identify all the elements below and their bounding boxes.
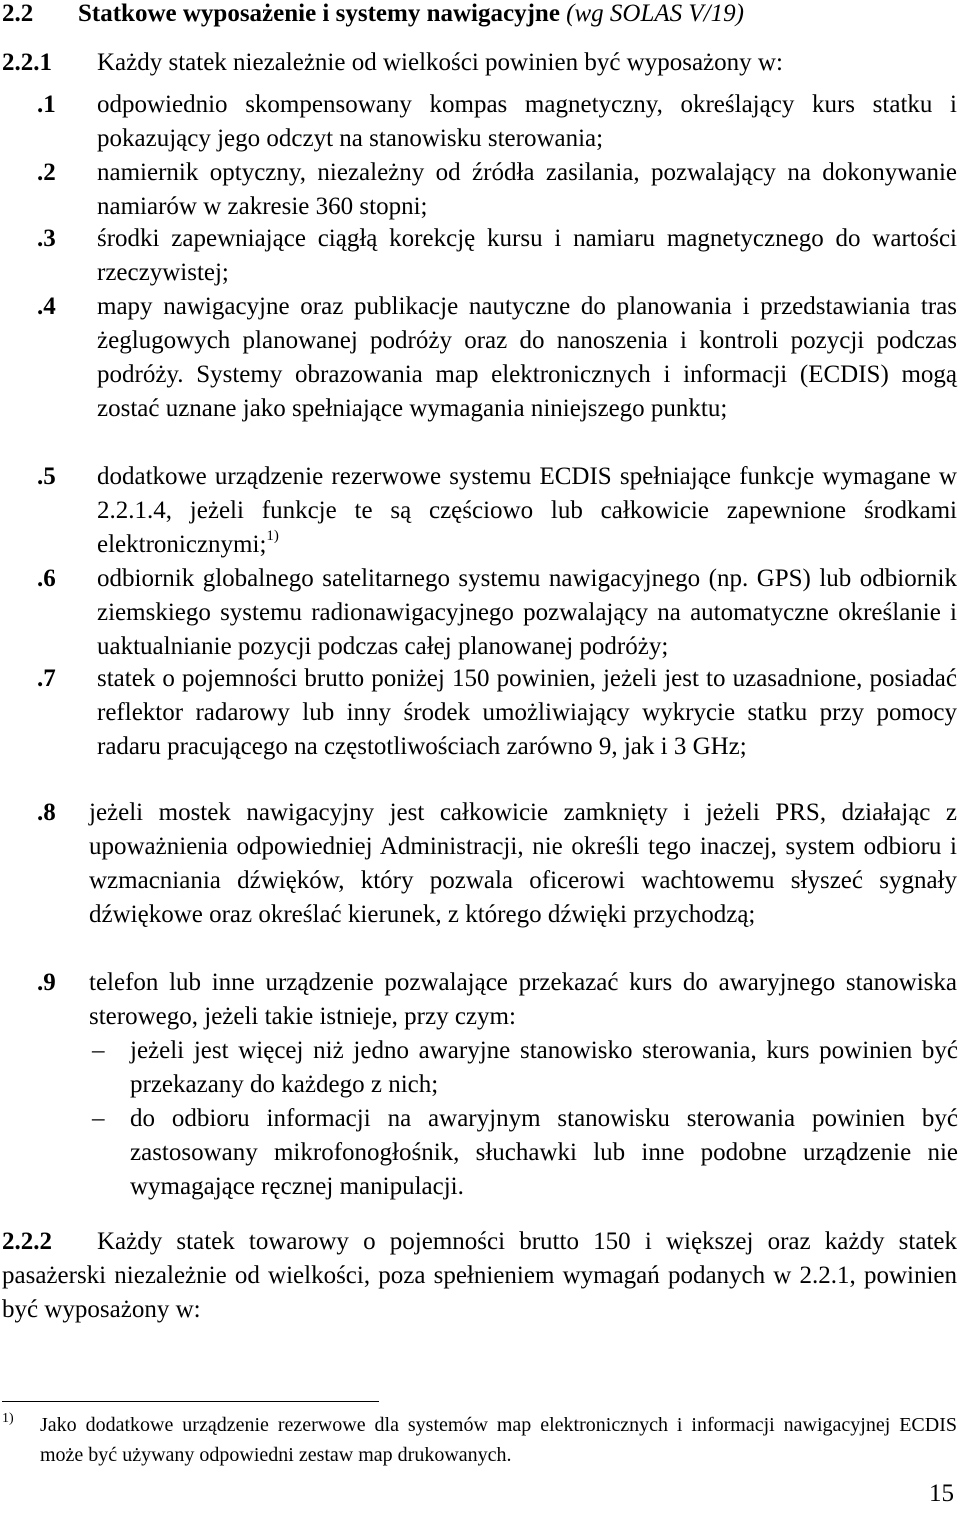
list-item-text: statek o pojemności brutto poniżej 150 powinien, jeżeli jest to uzasadnione, posiadać reflektor radarowy lub inny środek umożliwiający wykrycie statku przy pomocy radaru pracującego na częstotliwościach zarówno 9, jak i 3 GHz; [97, 665, 957, 760]
dash-list-item-text: do odbioru informacji na awaryjnym stanowisku sterowania powinien być zastosowany mikrofonogłośnik, słuchawki lub inne podobne urządzenie nie wymagające ręcznej manipulacji. [130, 1105, 958, 1200]
subsection-221-intro [2, 46, 952, 80]
list-item-text: środki zapewniające ciągłą korekcję kursu i namiaru magnetycznego do wartości rzeczywistej; [97, 225, 957, 286]
list-item [37, 796, 957, 932]
list-item-text: odpowiednio skompensowany kompas magnetyczny, określający kurs statku i pokazujący jego odczyt na stanowisku sterowania; [97, 91, 957, 152]
subsection-221-text: Każdy statek niezależnie od wielkości powinien być wyposażony w: [97, 49, 783, 76]
list-item-text: jeżeli mostek nawigacyjny jest całkowicie zamknięty i jeżeli PRS, działając z upoważnienia odpowiedniej Administracji, nie określi tego inaczej, system odbioru i wzmacniania dźwięków, który pozwala oficerowi wachtowemu słyszeć sygnały dźwiękowe oraz określać kierunek, z którego dźwięki przychodzą; [89, 799, 957, 928]
list-item [37, 662, 957, 764]
list-item-text: telefon lub inne urządzenie pozwalające przekazać kurs do awaryjnego stanowiska sterowego, jeżeli takie istnieje, przy czym: [89, 969, 957, 1030]
subsection-222-number: 2.2.2 [2, 1228, 52, 1255]
footnote-reference[interactable]: 1) [266, 528, 279, 544]
footnote-text: Jako dodatkowe urządzenie rezerwowe dla systemów map elektronicznych i informacji nawigacyjnej ECDIS może być używany odpowiedni zestaw map drukowanych. [40, 1414, 957, 1466]
dash-bullet: – [92, 1037, 105, 1064]
footnote [2, 1410, 957, 1470]
list-item-number: .5 [37, 463, 56, 490]
heading-title: Statkowe wyposażenie i systemy nawigacyjne [78, 0, 567, 27]
list-item-number: .8 [37, 799, 56, 826]
list-item [37, 966, 957, 1034]
list-item-number: .9 [37, 969, 56, 996]
list-item-number: .7 [37, 665, 56, 692]
list-item-text [97, 460, 957, 562]
footnote-marker: 1) [2, 1411, 14, 1426]
list-item-number: .3 [37, 225, 56, 252]
list-item-text: odbiornik globalnego satelitarnego systemu nawigacyjnego (np. GPS) lub odbiornik ziemskiego systemu radionawigacyjnego pozwalający na automatyczne określanie i uaktualnianie pozycji podczas całej planowanej podróży; [97, 565, 957, 660]
footnote-separator [2, 1401, 379, 1402]
heading-reference: (wg SOLAS V/19) [566, 0, 744, 27]
list-item-number: .1 [37, 91, 56, 118]
list-item [37, 222, 957, 290]
dash-list-item-text: jeżeli jest więcej niż jedno awaryjne stanowisko sterowania, kurs powinien być przekazany do każdego z nich; [130, 1037, 958, 1098]
dash-list-item [92, 1102, 958, 1204]
list-item-number: .6 [37, 565, 56, 592]
list-item [37, 562, 957, 664]
list-item [37, 88, 957, 156]
dash-bullet: – [92, 1105, 105, 1132]
list-item [37, 290, 957, 426]
subsection-222 [2, 1225, 957, 1327]
dash-list-item [92, 1034, 958, 1102]
heading-number: 2.2 [2, 0, 34, 27]
subsection-221-number: 2.2.1 [2, 49, 52, 76]
page-number: 15 [929, 1480, 954, 1507]
list-item-number: .4 [37, 293, 56, 320]
section-heading [2, 0, 952, 31]
subsection-222-text: Każdy statek towarowy o pojemności brutto 150 i większej oraz każdy statek pasażerski niezależnie od wielkości, poza spełnieniem wymagań podanych w 2.2.1, powinien być wyposażony w: [2, 1228, 957, 1323]
list-item-text: mapy nawigacyjne oraz publikacje nautyczne do planowania i przedstawiania tras żeglugowych planowanej podróży oraz do nanoszenia i kontroli pozycji podczas podróży. Systemy obrazowania map elektronicznych i informacji (ECDIS) mogą zostać uznane jako spełniające wymagania niniejszego punktu; [97, 293, 957, 422]
list-item-text-body: dodatkowe urządzenie rezerwowe systemu ECDIS spełniające funkcje wymagane w 2.2.1.4, jeżeli funkcje te są częściowo lub całkowicie zapewnione środkami elektronicznymi; [97, 463, 957, 558]
list-item [37, 156, 957, 224]
list-item-text: namiernik optyczny, niezależny od źródła zasilania, pozwalający na dokonywanie namiarów w zakresie 360 stopni; [97, 159, 957, 220]
list-item-number: .2 [37, 159, 56, 186]
list-item [37, 460, 957, 562]
